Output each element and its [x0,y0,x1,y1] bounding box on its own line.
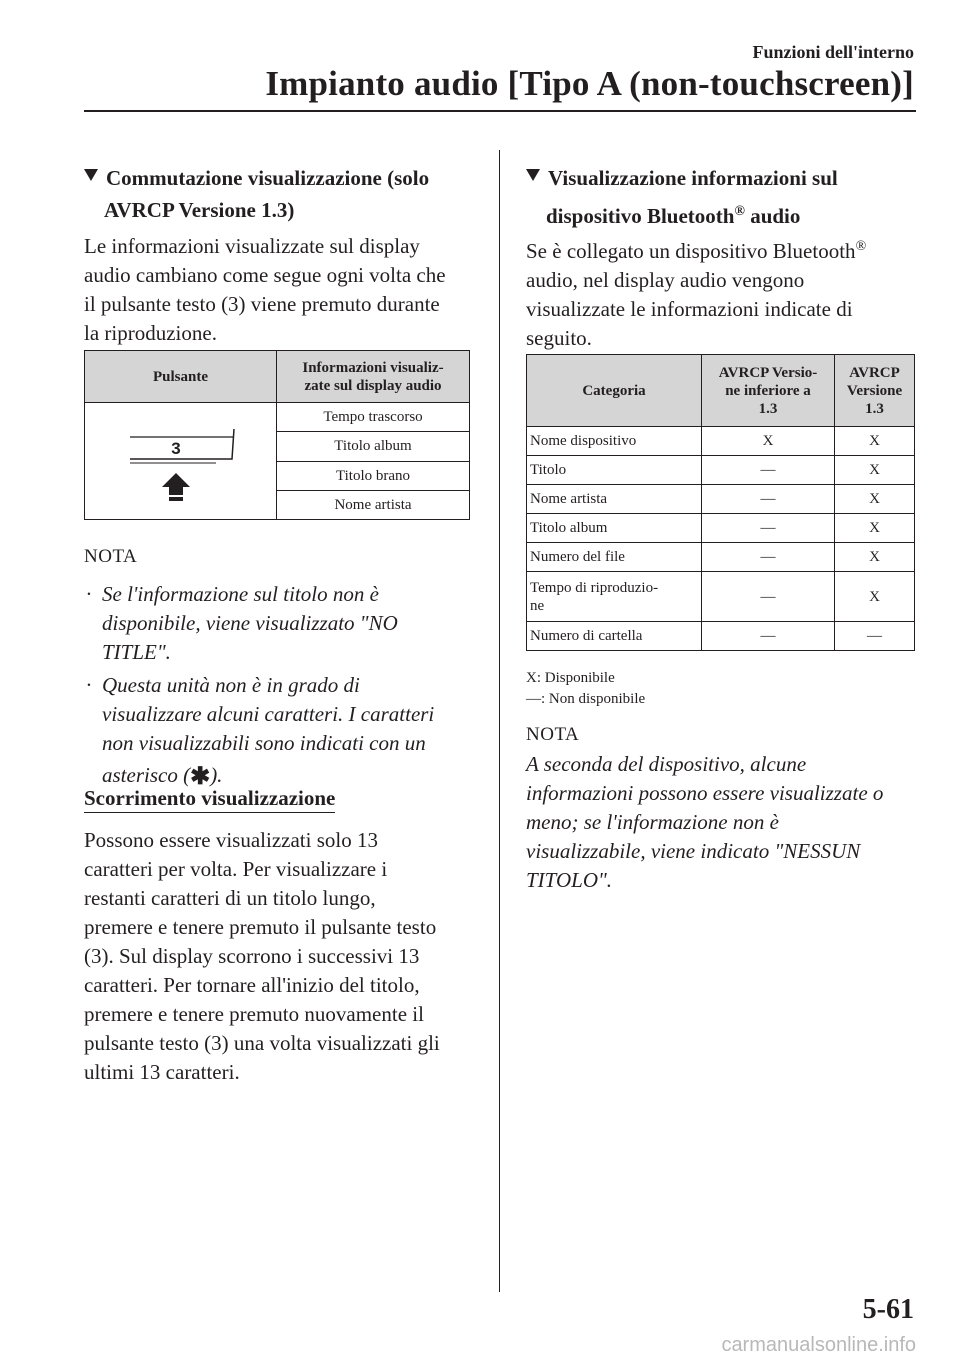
left-intro-line: la riproduzione. [84,321,217,345]
header-line: zate sul display audio [304,377,442,394]
col-header-lower-version [702,355,835,427]
section-title: Funzioni dell'interno [752,42,914,62]
lower-version-cell: — [702,572,835,622]
scroll-line: premere e tenere premuto il pulsante testo [84,915,437,939]
intro-text: Se è collegato un dispositivo Bluetooth [526,239,856,263]
right-intro-line [526,232,926,266]
version-13-cell: X [835,427,915,456]
col-header-info [277,351,470,403]
table-legend [526,668,645,710]
registered-mark: ® [734,204,745,219]
page-title: Impianto audio [Tipo A (non-touchscreen)] [265,64,914,103]
bluetooth-info-table [526,354,915,651]
nota-line: Se l'informazione sul titolo non è [102,582,379,606]
right-nota-text [526,750,926,895]
col-header-button: Pulsante [85,351,277,403]
lower-version-cell: — [702,485,835,514]
category-cell: Nome dispositivo [527,427,702,456]
column-divider [499,150,500,1292]
version-13-cell: X [835,514,915,543]
nota-line: Questa unità non è in grado di [102,673,360,697]
nota-line: visualizzare alcuni caratteri. I caratteri [102,702,435,726]
triangle-bullet-icon [526,169,540,181]
version-13-cell: X [835,543,915,572]
scroll-line: (3). Sul display scorrono i successivi 13 [84,944,420,968]
category-line: ne [530,597,545,614]
header-line: ne inferiore a [725,382,811,399]
header-line: AVRCP [849,364,900,381]
right-intro-line: visualizzate le informazioni indicate di [526,297,853,321]
version-13-cell: X [835,485,915,514]
version-13-cell: — [835,622,915,651]
bullet-dot: · [86,582,92,606]
header-rule [84,110,916,112]
category-cell: Numero di cartella [527,622,702,651]
left-heading-line1: Commutazione visualizzazione (solo [106,166,430,190]
right-heading-line2 [526,196,926,232]
asterisk-icon: ✱ [190,764,211,790]
category-cell: Titolo [527,456,702,485]
button-number: 3 [171,439,181,458]
nota-line: disponibile, viene visualizzato "NO [102,611,398,635]
text-button-3-icon [88,403,273,519]
category-line: Tempo di riproduzio- [530,579,659,596]
triangle-bullet-icon [84,169,98,181]
legend-line: —: Non disponibile [526,691,646,707]
table-row [527,514,915,543]
nota-list [84,580,484,790]
nota-line: non visualizzabili sono indicati con un [102,731,426,755]
scroll-title: Scorrimento visualizzazione [84,785,335,813]
nota-item [84,580,484,667]
display-switch-table [84,350,470,520]
table-row [527,543,915,572]
nota-text: asterisco ( [102,763,191,787]
left-intro-line: il pulsante testo (3) viene premuto durante [84,292,440,316]
header-line: 1.3 [758,400,778,417]
header-line: AVRCP Versio- [718,364,818,381]
nota-line: A seconda del dispositivo, alcune [526,752,807,776]
right-intro-line: seguito. [526,326,592,350]
lower-version-cell: X [702,427,835,456]
scroll-line: caratteri. Per tornare all'inizio del titolo, [84,973,420,997]
nota-line: meno; se l'informazione non è [526,810,779,834]
right-heading [526,162,926,232]
nota-text: ). [210,763,223,787]
right-heading-line1: Visualizzazione informazioni sul [548,166,838,190]
scroll-line: caratteri per volta. Per visualizzare i [84,857,388,881]
left-heading-line2: AVRCP Versione 1.3) [104,198,295,222]
lower-version-cell: — [702,622,835,651]
heading-text: dispositivo Bluetooth [546,204,735,228]
category-cell: Nome artista [527,485,702,514]
table-row [527,572,915,622]
button-illustration-cell [85,403,277,520]
info-row: Nome artista [277,490,470,519]
table-row [527,622,915,651]
right-intro [526,232,926,353]
left-intro [84,232,474,348]
legend-line: X: Disponibile [526,670,615,686]
nota-line: visualizzabile, viene indicato "NESSUN [526,839,861,863]
info-row: Tempo trascorso [277,403,470,432]
table-row [527,456,915,485]
registered-mark: ® [855,239,867,254]
nota-line: TITLE". [102,640,171,664]
nota-label-right: NOTA [526,724,580,745]
version-13-cell: X [835,572,915,622]
left-intro-line: Le informazioni visualizzate sul display [84,234,420,258]
scroll-line: premere e tenere premuto nuovamente il [84,1002,424,1026]
nota-line: TITOLO". [526,868,613,892]
right-intro-line: audio, nel display audio vengono [526,268,805,292]
table-row [527,485,915,514]
lower-version-cell: — [702,543,835,572]
nota-line: informazioni possono essere visualizzate o [526,781,884,805]
table-row [527,427,915,456]
header-line: Versione [846,382,903,399]
col-header-version-13 [835,355,915,427]
page-number: 5-61 [862,1294,914,1325]
scroll-text [84,826,484,1087]
watermark: carmanualsonline.info [721,1334,916,1356]
version-13-cell: X [835,456,915,485]
info-row: Titolo brano [277,461,470,490]
category-cell: Titolo album [527,514,702,543]
left-heading [84,162,474,226]
category-cell: Numero del file [527,543,702,572]
scroll-line: pulsante testo (3) una volta visualizzati gli [84,1031,440,1055]
left-intro-line: audio cambiano come segue ogni volta che [84,263,446,287]
lower-version-cell: — [702,456,835,485]
category-cell [527,572,702,622]
heading-text: audio [744,204,801,228]
info-row: Titolo album [277,432,470,461]
bullet-dot: · [86,673,92,697]
nota-item [84,671,484,790]
header-line: Informazioni visualiz- [302,359,444,376]
scroll-line: ultimi 13 caratteri. [84,1060,240,1084]
header-line: 1.3 [865,400,884,417]
lower-version-cell: — [702,514,835,543]
scroll-line: restanti caratteri di un titolo lungo, [84,886,376,910]
scroll-line: Possono essere visualizzati solo 13 [84,828,378,852]
col-header-category: Categoria [527,355,702,427]
nota-label: NOTA [84,546,138,567]
